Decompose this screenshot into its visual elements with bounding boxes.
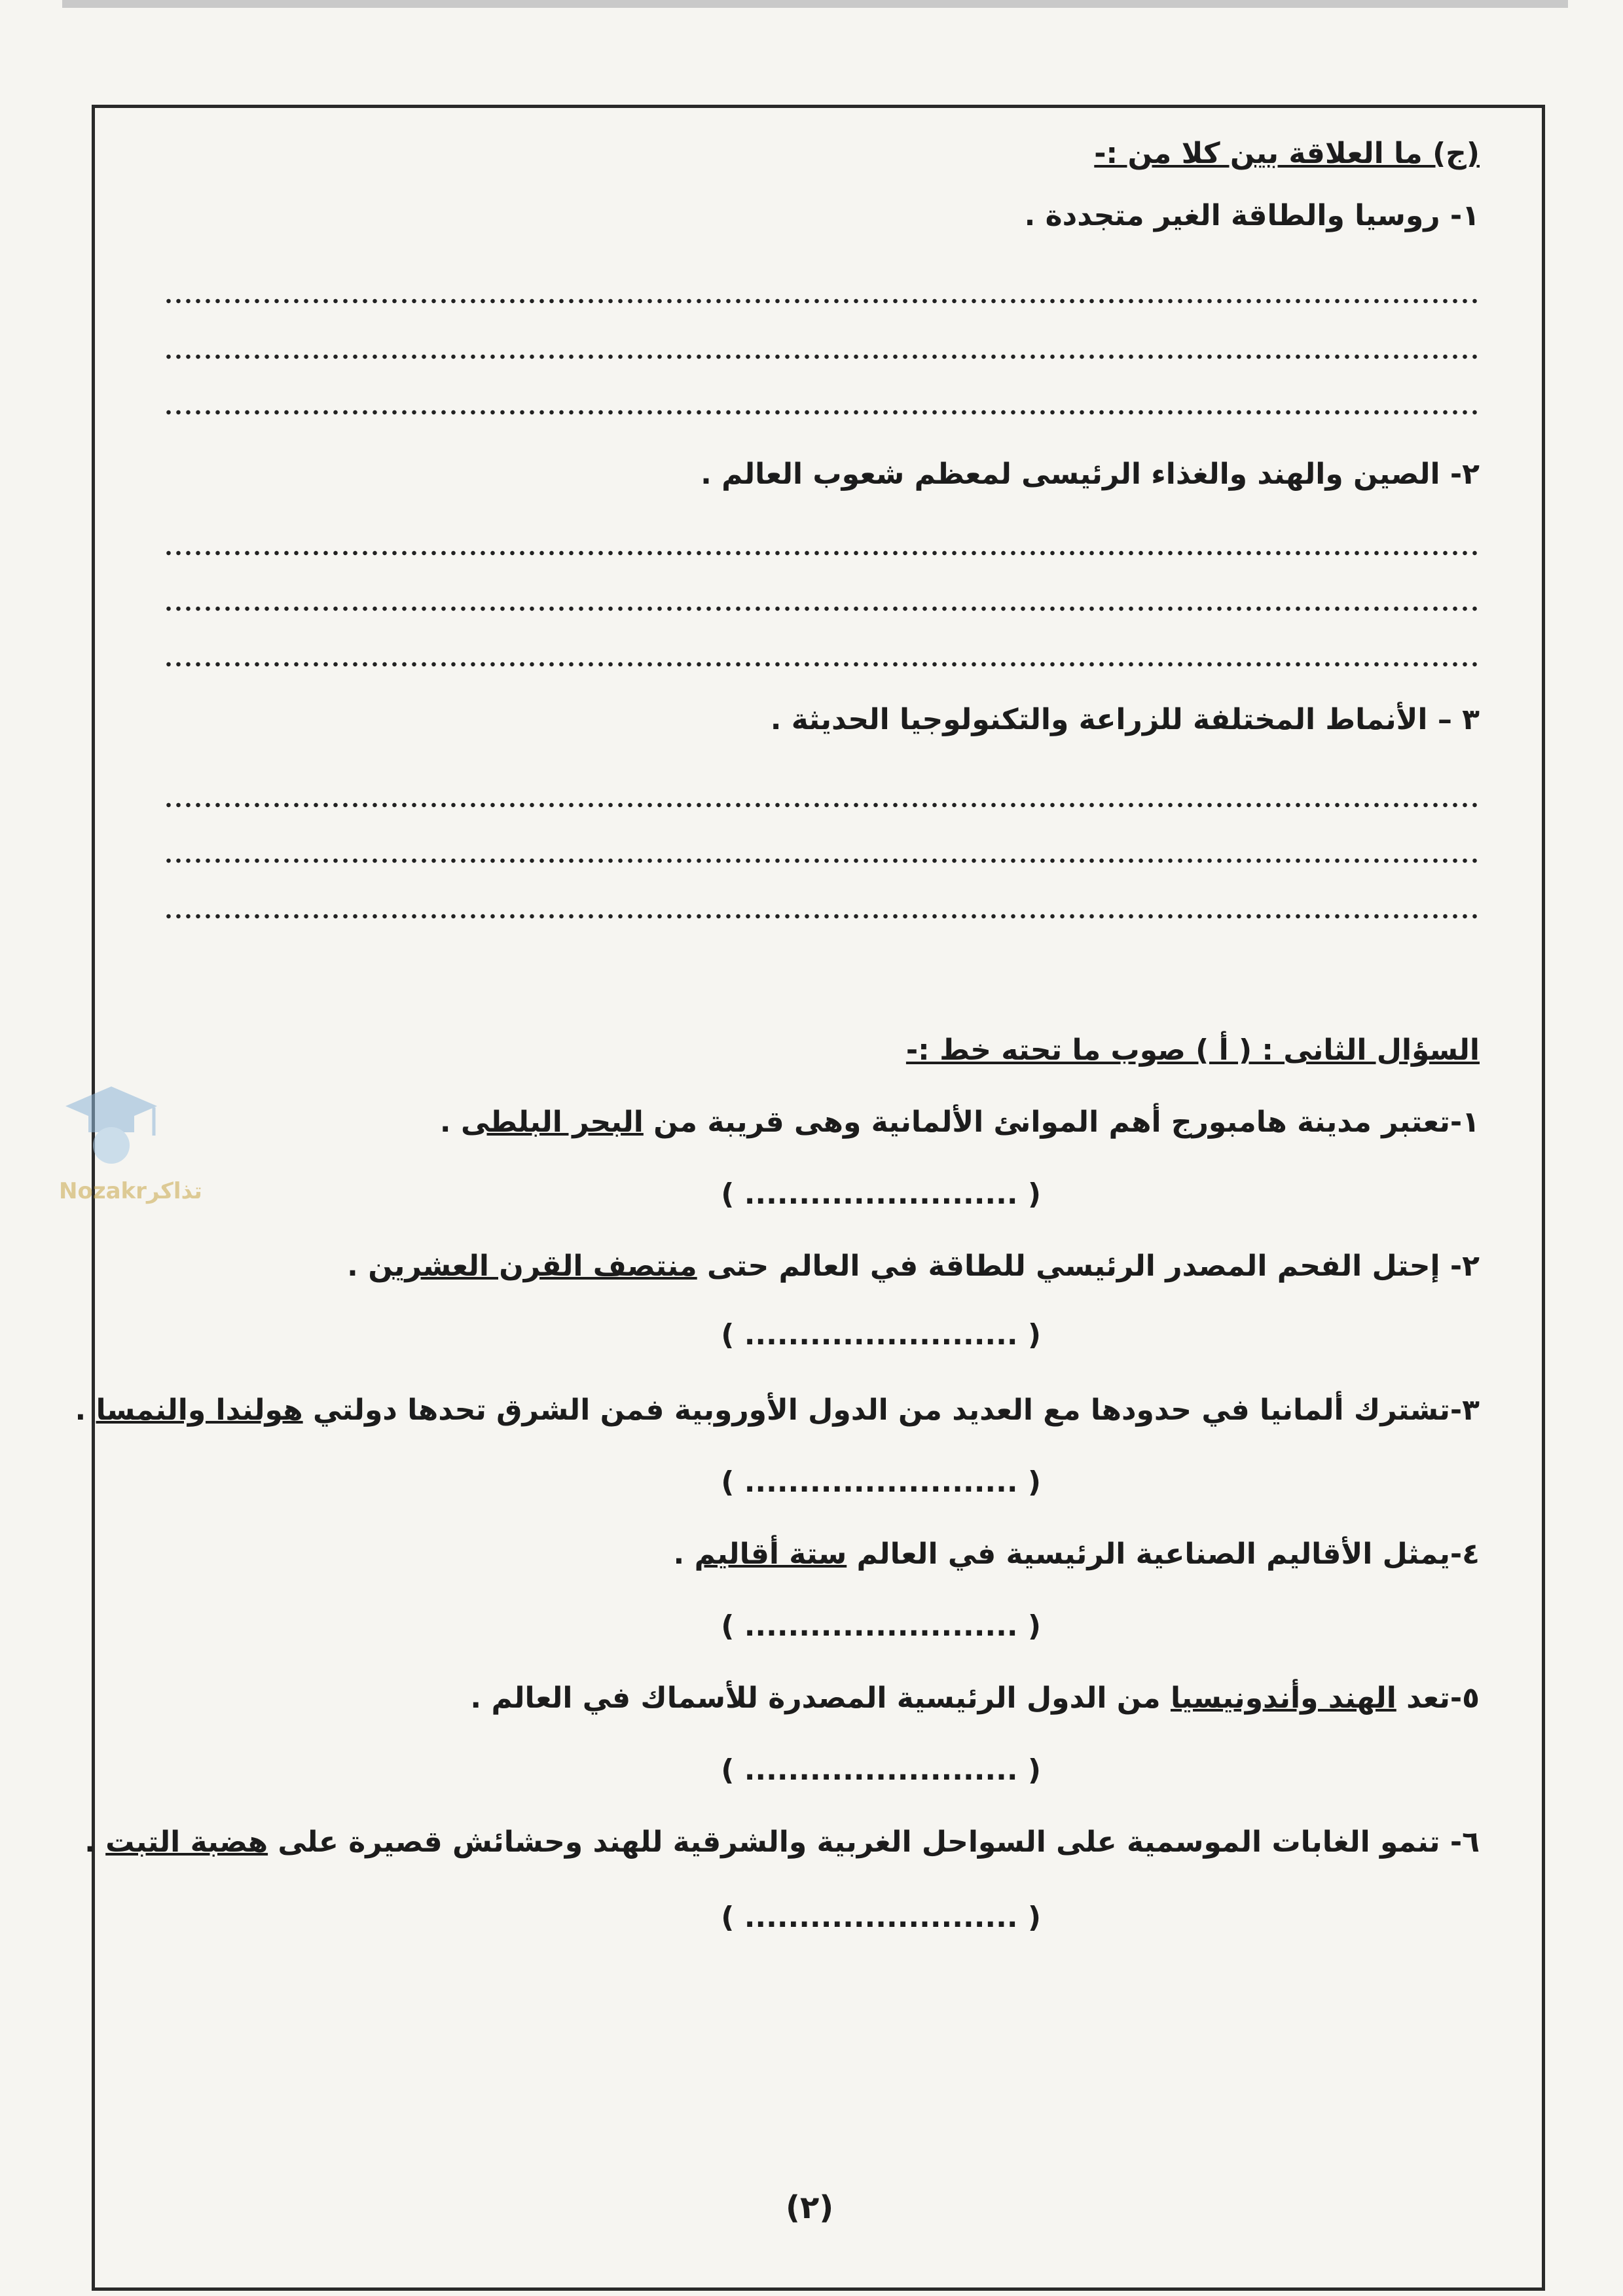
page-number: (٢) xyxy=(786,2189,834,2226)
item-text: ٢- إحتل الفحم المصدر الرئيسي للطاقة في العالم حتى xyxy=(697,1249,1480,1283)
question2-heading: السؤال الثانى : ( أ ) صوب ما تحته خط :- xyxy=(905,1033,1480,1067)
section-c-item-1: ١- روسيا والطاقة الغير متجددة . xyxy=(1024,199,1480,232)
answer-dotted-line xyxy=(164,857,1480,864)
answer-dotted-line xyxy=(164,409,1480,416)
item-text: ٥-تعد xyxy=(1396,1681,1480,1715)
item-text: من الدول الرئيسية المصدرة للأسماك في العالم . xyxy=(470,1681,1171,1715)
underlined-term: هولندا والنمسا xyxy=(96,1393,303,1427)
question2-item-4 xyxy=(674,1532,1480,1577)
question2-item-3 xyxy=(75,1388,1480,1433)
item-text: . xyxy=(75,1393,96,1427)
item-text: . xyxy=(673,1537,695,1571)
item-text: . xyxy=(84,1825,106,1859)
answer-dotted-line xyxy=(164,298,1480,304)
answer-dotted-line xyxy=(164,550,1480,556)
answer-dotted-line xyxy=(164,802,1480,808)
item-text: . xyxy=(347,1249,369,1283)
underlined-term: البحر البلطى xyxy=(460,1105,644,1139)
question2-item-5 xyxy=(470,1676,1480,1721)
question2-item-6 xyxy=(84,1820,1480,1865)
answer-blank[interactable]: ( ......................... ) xyxy=(721,1753,1041,1787)
section-c-item-2: ٢- الصين والهند والغذاء الرئيسى لمعظم شعوب العالم . xyxy=(701,457,1480,491)
answer-dotted-line xyxy=(164,913,1480,920)
item-text: . xyxy=(439,1105,461,1139)
item-text: ٦- تنمو الغابات الموسمية على السواحل الغربية والشرقية للهند وحشائش قصيرة على xyxy=(268,1825,1480,1859)
underlined-term: الهند وأندونيسيا xyxy=(1170,1681,1396,1715)
underlined-term: هضبة التبت xyxy=(105,1825,268,1859)
item-text: ٣-تشترك ألمانيا في حدودها مع العديد من الدول الأوروبية فمن الشرق تحدها دولتي xyxy=(302,1393,1480,1427)
answer-blank[interactable]: ( ......................... ) xyxy=(721,1609,1041,1643)
answer-blank[interactable]: ( ......................... ) xyxy=(721,1465,1041,1499)
answer-dotted-line xyxy=(164,605,1480,612)
watermark-text: Nozakrتذاكر xyxy=(59,1178,202,1204)
item-text: ٤-يمثل الأقاليم الصناعية الرئيسية في العالم xyxy=(847,1537,1480,1571)
section-c-item-3: ٣ – الأنماط المختلفة للزراعة والتكنولوجيا الحديثة . xyxy=(770,703,1480,736)
answer-blank[interactable]: ( ......................... ) xyxy=(721,1901,1041,1934)
underlined-term: ستة أقاليم xyxy=(694,1537,847,1571)
question2-item-1 xyxy=(440,1100,1480,1145)
answer-dotted-line xyxy=(164,661,1480,668)
answer-dotted-line xyxy=(164,353,1480,360)
answer-blank[interactable]: ( ......................... ) xyxy=(721,1318,1041,1352)
item-text: ١-تعتبر مدينة هامبورج أهم الموانئ الألمانية وهى قريبة من xyxy=(643,1105,1480,1139)
answer-blank[interactable]: ( ......................... ) xyxy=(721,1177,1041,1211)
section-c-heading: (ج) ما العلاقة بين كلا من :- xyxy=(1094,137,1480,170)
underlined-term: منتصف القرن العشرين xyxy=(368,1249,697,1283)
top-edge-bar xyxy=(62,0,1568,8)
question2-item-2 xyxy=(347,1244,1480,1289)
